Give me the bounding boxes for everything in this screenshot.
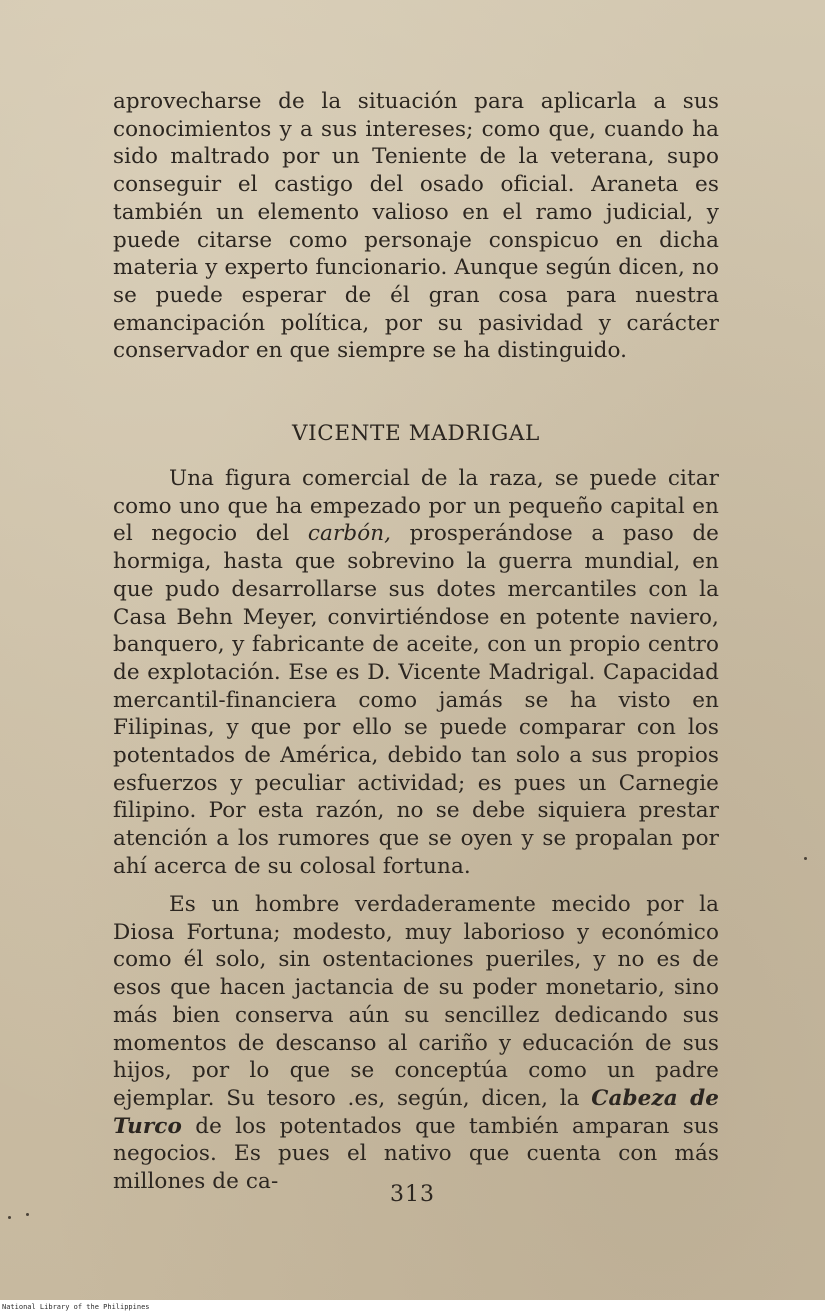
section-heading: VICENTE MADRIGAL	[292, 421, 540, 446]
paragraph-text-part: de los potentados que también amparan sus negocios. Es pues el nativo que cuenta con más millones de ca-	[113, 1113, 719, 1195]
paragraph-text-part: Una figura comercial de la raza, se puede citar como uno que ha empezado por un pequeño capital en el negocio del	[113, 466, 719, 547]
scan-speck	[804, 857, 807, 860]
italic-term: Cabeza de Turco	[113, 1085, 719, 1139]
paragraph-continuation	[113, 88, 719, 365]
scan-speck	[8, 1216, 11, 1219]
paragraph-text: aprovecharse de la situación para aplicarla a sus conocimientos y a sus intereses; como que, cuando ha sido maltrado por un Teniente de la veterana, supo conseguir el castigo del osado oficial. Araneta es también un elemento valioso en el ramo judicial, y puede citarse como personaje conspicuo en dicha materia y experto funcionario. Aunque según dicen, no se puede esperar de él gran cosa para nuestra emancipación política, por su pasividad y carácter conservador en que siempre se ha distinguido.	[113, 89, 719, 364]
paragraph-madrigal-character	[113, 891, 719, 1196]
italic-term: carbón,	[307, 521, 392, 547]
scan-speck	[26, 1213, 29, 1216]
paragraph-text	[113, 891, 719, 1196]
paragraph-madrigal-intro	[113, 465, 719, 881]
library-credit: National Library of the Philippines	[2, 1303, 150, 1311]
paragraph-text	[113, 465, 719, 881]
page-number: 313	[390, 1182, 435, 1207]
paragraph-text-part: prosperándose a paso de hormiga, hasta que sobrevino la guerra mundial, en que pudo desarrollarse sus dotes mercantiles con la Casa Behn Meyer, convirtiéndose en potente naviero, banquero, y fabricante de aceite, con un propio centro de explotación. Ese es D. Vicente Madrigal. Capacidad mercantil-financiera como jamás se ha visto en Filipinas, y que por ello se puede comparar con los potentados de América, debido tan solo a sus propios esfuerzos y peculiar actividad; es pues un Carnegie filipino. Por esta razón, no se debe siquiera prestar atención a los rumores que se oyen y se propalan por ahí acerca de su colosal fortuna.	[113, 521, 720, 879]
paragraph-text-part: Es un hombre verdaderamente mecido por la Diosa Fortuna; modesto, muy laborioso y económico como él solo, sin ostentaciones pueriles, y no es de esos que hacen jactancia de su poder monetario, sino más bien conserva aún su sencillez dedicando sus momentos de descanso al cariño y educación de sus hijos, por lo que se conceptúa como un padre ejemplar. Su tesoro .es, según, dicen, la	[113, 892, 719, 1111]
